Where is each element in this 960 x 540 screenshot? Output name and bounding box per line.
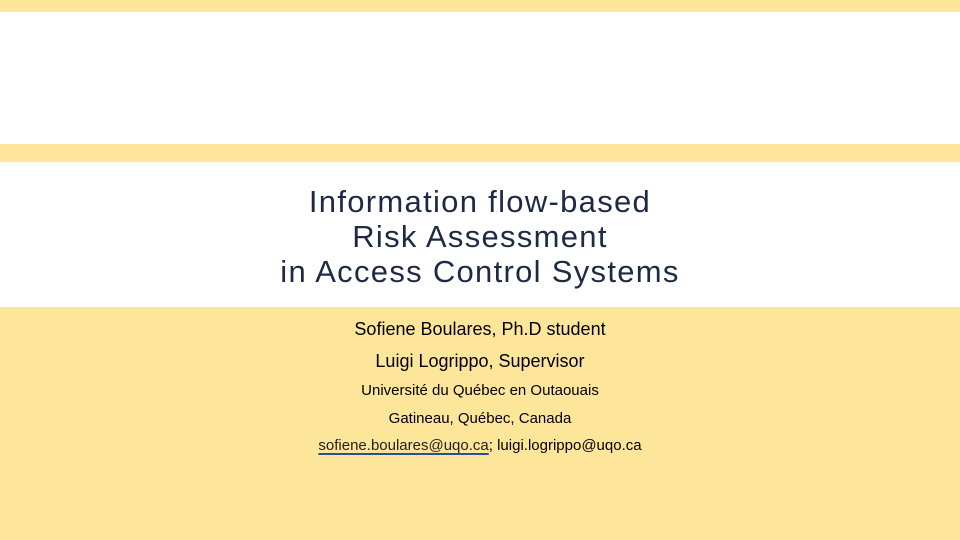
title-line-2: Risk Assessment — [352, 219, 608, 254]
location: Gatineau, Québec, Canada — [388, 409, 572, 427]
email-2: luigi.logrippo@uqo.ca — [497, 437, 642, 454]
email-separator: ; — [488, 437, 498, 454]
email-line — [0, 432, 960, 460]
email-link-1[interactable]: sofiene.boulares@uqo.ca — [318, 437, 489, 454]
slide-title — [0, 184, 960, 289]
title-line-3: in Access Control Systems — [280, 254, 680, 289]
author-block — [0, 313, 960, 460]
title-line-1: Information flow-based — [308, 184, 652, 219]
author-name-1: Sofiene Boulares, Ph.D student — [354, 319, 606, 339]
affiliation: Université du Québec en Outaouais — [361, 382, 599, 399]
author-name-2: Luigi Logrippo, Supervisor — [375, 351, 585, 371]
top-white-band — [0, 12, 960, 144]
